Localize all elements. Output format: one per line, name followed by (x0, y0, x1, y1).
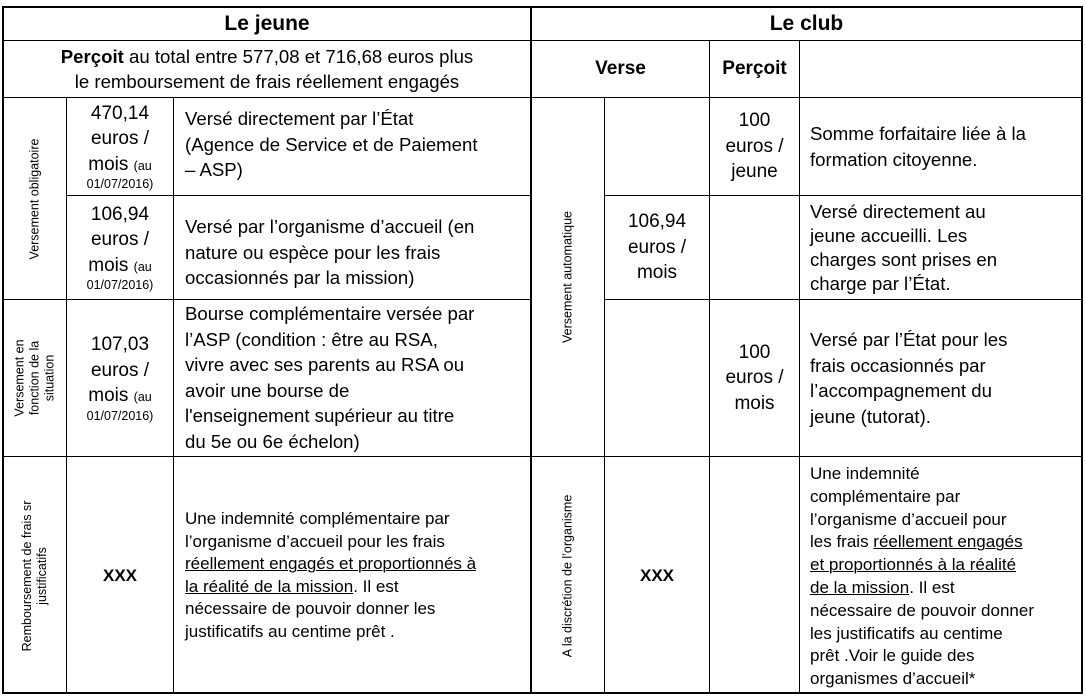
jeune-row3-amount (66, 299, 173, 456)
jeune-summary (4, 40, 530, 97)
desc-line: charge par l’État. (810, 272, 951, 294)
club-row3-desc (799, 299, 1081, 456)
desc-line: du 5e ou 6e échelon) (185, 430, 360, 452)
amount-note-date: 01/07/2016) (86, 278, 154, 293)
amount-note: (au (133, 390, 152, 405)
desc-line: Versé par l’État pour les (810, 329, 1008, 350)
club-row2-desc (799, 195, 1081, 299)
amount-line: 100 (738, 110, 771, 132)
club-row1-desc (799, 97, 1081, 195)
amount-line: euros / (725, 135, 784, 157)
club-table (530, 6, 1083, 694)
club-row2-percoit (709, 195, 799, 299)
group-automatique-label: Versement automatique (560, 210, 575, 344)
desc-line: frais occasionnés par (810, 354, 986, 376)
group-remboursement-line: justificatifs (35, 546, 49, 605)
amount-line: euros / (90, 229, 150, 251)
desc-underlined: réellement engagés et proportionnés à (185, 554, 477, 573)
amount-line: mois (88, 385, 129, 407)
group-discretion-label: A la discrétion de l’organisme (560, 494, 575, 657)
club-row2-verse (604, 195, 709, 299)
desc-line: l’organisme d’accueil pour (810, 509, 1007, 529)
amount-line: 106,94 (627, 211, 687, 233)
group-remboursement-label (20, 500, 50, 651)
group-situation-label (13, 339, 58, 416)
desc-line: nécessaire de pouvoir donner (810, 600, 1034, 620)
desc-line: nature ou espèce pour les frais (185, 241, 441, 263)
desc-line: organismes d’accueil* (810, 669, 976, 689)
desc-line: – ASP) (185, 159, 243, 180)
desc-line: Une indemnité (810, 464, 920, 483)
group-obligatoire (4, 97, 66, 299)
desc-line: Versé par l’organisme d’accueil (en (185, 216, 475, 237)
amount-line: euros / (90, 128, 150, 150)
desc-line: jeune (tutorat). (810, 405, 931, 427)
desc-underlined: et proportionnés à la réalité (810, 555, 1017, 575)
desc-line: Somme forfaitaire liée à la (810, 123, 1026, 144)
club-row3-percoit (709, 299, 799, 456)
amount-line: mois (88, 254, 129, 276)
desc-line: . Il est (909, 577, 955, 597)
jeune-row1-amount (66, 97, 173, 195)
col-verse: Verse (532, 40, 709, 97)
group-situation-line: situation (42, 354, 57, 402)
amount-line: mois (88, 153, 129, 175)
jeune-table (2, 6, 532, 694)
summary-line1: au total entre 577,08 et 716,68 euros plus (123, 46, 474, 67)
club-row4-verse (604, 456, 709, 694)
col-blank (799, 40, 1081, 97)
amount-line: 107,03 (90, 334, 150, 356)
amount-note: (au (133, 259, 152, 274)
desc-line: occasionnés par la mission) (185, 267, 415, 288)
group-situation-line: Versement en (12, 339, 27, 417)
desc-line: avoir une bourse de (185, 379, 350, 401)
jeune-header: Le jeune (224, 12, 310, 35)
col-percoit: Perçoit (709, 40, 799, 97)
amount-line: mois (636, 262, 678, 284)
desc-line: les frais (810, 532, 874, 552)
jeune-row2-desc (173, 195, 530, 299)
desc-line: prêt .Voir le guide des (810, 646, 975, 666)
desc-line: formation citoyenne. (810, 148, 978, 170)
jeune-row4-desc (173, 456, 530, 694)
desc-line: justificatifs au centime prêt . (185, 621, 395, 641)
amount-line: 106,94 (90, 203, 150, 225)
desc-line: jeune accueilli. Les (810, 224, 968, 246)
desc-line: l’organisme d’accueil pour les frais (185, 531, 445, 551)
amount-line: euros / (90, 359, 150, 381)
club-row1-percoit (709, 97, 799, 195)
amount-note: (au (133, 158, 152, 173)
amount-line: euros / (725, 367, 784, 389)
jeune-row2-amount (66, 195, 173, 299)
desc-line: Versé directement par l’État (185, 108, 414, 129)
desc-line: charges sont prises en (810, 248, 998, 270)
desc-line: l'enseignement supérieur au titre (185, 405, 455, 426)
club-row4-percoit (709, 456, 799, 694)
group-remboursement-line: Remboursement de frais sr (20, 500, 34, 651)
group-obligatoire-label: Versement obligatoire (27, 138, 42, 259)
amount-line: jeune (731, 161, 778, 183)
desc-line: Versé directement au (810, 200, 986, 222)
group-remboursement (4, 456, 66, 694)
amount-line: euros / (627, 236, 687, 258)
club-row3-verse (604, 299, 709, 456)
amount-placeholder: XXX (102, 565, 138, 585)
summary-bold: Perçoit (60, 46, 124, 67)
desc-line: nécessaire de pouvoir donner les (185, 599, 436, 618)
amount-line: mois (734, 392, 775, 414)
group-discretion (532, 456, 604, 694)
club-row1-verse (604, 97, 709, 195)
desc-line: les justificatifs au centime (810, 623, 1003, 643)
club-row4-desc (799, 456, 1081, 694)
desc-line: . Il est (353, 576, 399, 596)
amount-note-date: 01/07/2016) (86, 408, 154, 423)
group-situation (4, 299, 66, 456)
desc-line: complémentaire par (810, 486, 961, 506)
desc-line: Une indemnité complémentaire par (185, 509, 450, 528)
amount-line: 100 (738, 341, 771, 363)
group-situation-line: fonction de la (27, 340, 42, 416)
jeune-row4-amount (66, 456, 173, 694)
amount-placeholder: XXX (639, 565, 675, 585)
desc-line: l’ASP (condition : être au RSA, (185, 328, 438, 350)
amount-note-date: 01/07/2016) (86, 177, 154, 192)
amount-line: 470,14 (90, 102, 150, 124)
summary-line2: le remboursement de frais réellement engagés (74, 71, 460, 92)
desc-underlined: la réalité de la mission (185, 576, 354, 596)
jeune-row3-desc (173, 299, 530, 456)
desc-line: Bourse complémentaire versée par (185, 303, 475, 324)
desc-line: vivre avec ses parents au RSA ou (185, 354, 465, 375)
jeune-row1-desc (173, 97, 530, 195)
club-header: Le club (769, 12, 844, 35)
desc-line: l’accompagnement du (810, 380, 992, 401)
desc-underlined: de la mission (810, 577, 910, 597)
desc-line: (Agence de Service et de Paiement (185, 133, 478, 155)
desc-underlined: réellement engagés (873, 532, 1023, 552)
group-automatique (532, 97, 604, 456)
